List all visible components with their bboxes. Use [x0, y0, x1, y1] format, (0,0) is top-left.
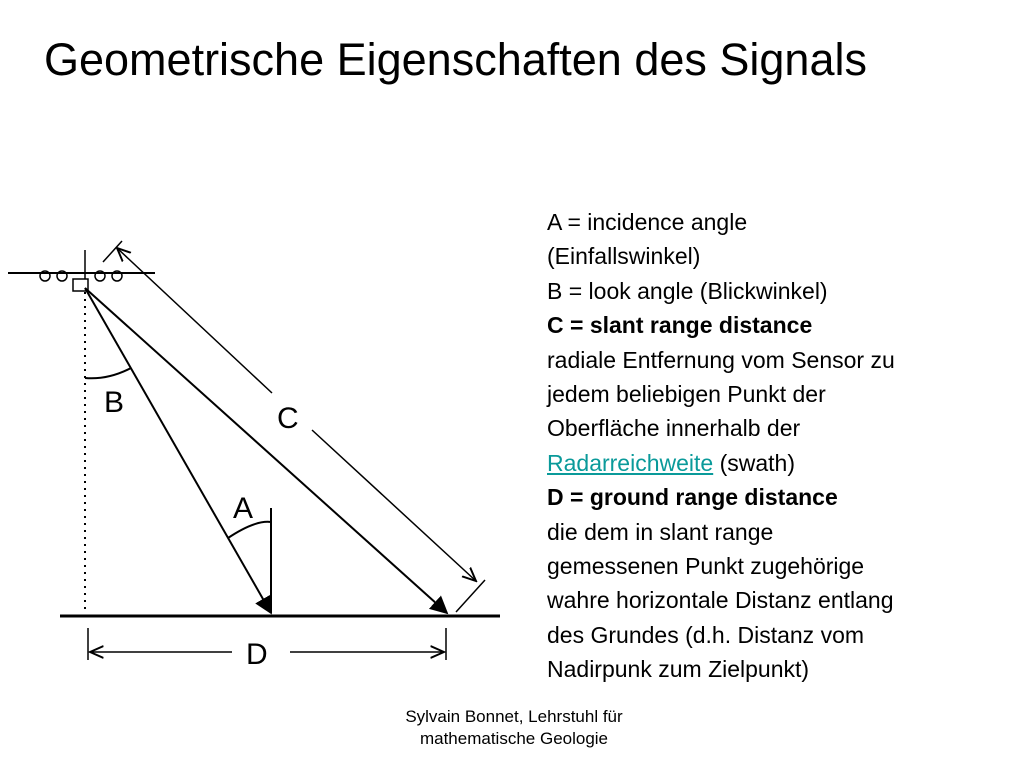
def-a-line1: A = incidence angle	[547, 209, 748, 235]
def-c-desc-1: radiale Entfernung vom Sensor zu	[547, 346, 895, 373]
def-d-heading: D = ground range distance	[547, 484, 838, 511]
look-angle-arc	[85, 368, 131, 378]
def-c-desc-2: jedem beliebigen Punkt der	[547, 381, 826, 408]
slant-range-arrow-lower	[312, 430, 476, 581]
radarreichweite-link[interactable]: Radarreichweite	[547, 449, 714, 476]
label-c: C	[277, 402, 299, 435]
def-c-desc-3: Oberfläche innerhalb der	[547, 415, 801, 442]
def-c-heading: C = slant range distance	[547, 312, 813, 339]
label-a: A	[233, 492, 254, 525]
def-c-link-line	[547, 446, 1007, 480]
far-range-ray	[85, 288, 447, 613]
look-ray	[85, 288, 271, 613]
def-d-desc-2: gemessenen Punkt zugehörige	[547, 553, 865, 580]
def-d-desc-3: wahre horizontale Distanz entlang	[547, 587, 894, 614]
def-b-line: B = look angle (Blickwinkel)	[547, 277, 828, 304]
def-a-line2: (Einfallswinkel)	[547, 243, 701, 270]
def-c-link-suffix: (swath)	[713, 449, 795, 476]
slide-title: Geometrische Eigenschaften des Signals	[44, 34, 867, 85]
satellite-icon	[40, 250, 122, 291]
slant-range-arrow-upper	[117, 248, 272, 393]
footer-line-1: Sylvain Bonnet, Lehrstuhl für	[405, 707, 623, 726]
slant-range-tick-bottom	[456, 580, 485, 612]
def-d-desc-4: des Grundes (d.h. Distanz vom	[547, 621, 865, 648]
footer-line-2: mathematische Geologie	[419, 729, 609, 748]
radar-geometry-diagram	[0, 230, 520, 680]
label-d: D	[246, 638, 268, 671]
label-b: B	[104, 386, 125, 419]
definitions-text	[547, 205, 1007, 687]
def-d-desc-1: die dem in slant range	[547, 518, 774, 545]
def-d-desc-5: Nadirpunk zum Zielpunkt)	[547, 656, 810, 683]
slant-range-tick-top	[103, 241, 122, 262]
footer	[300, 706, 728, 750]
